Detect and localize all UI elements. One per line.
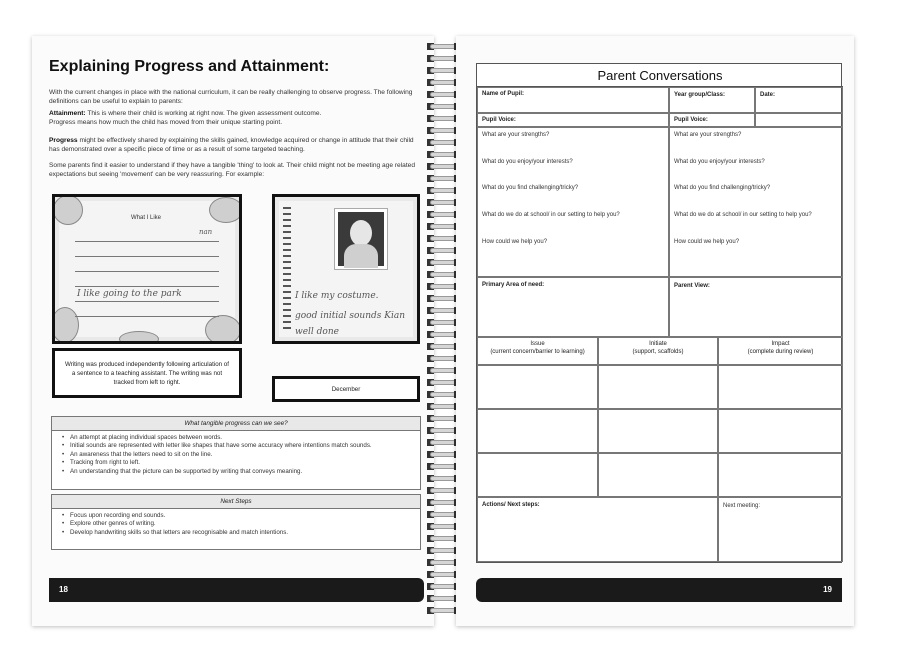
field-label: Name of Pupil:: [482, 91, 525, 97]
question: What are your strengths?: [674, 132, 742, 138]
child-body: [344, 244, 378, 268]
blank-cell: [755, 113, 843, 127]
form-title: Parent Conversations: [477, 64, 843, 87]
ruled-line: [75, 301, 219, 302]
border-doodle: [205, 315, 241, 344]
list-item: • Focus upon recording end sounds.: [62, 512, 414, 520]
question: How could we help you?: [482, 239, 548, 245]
next-meeting-field[interactable]: [718, 497, 843, 562]
field-label: Next meeting:: [723, 503, 761, 509]
progress-line: Progress means how much the child has moved from their unique starting point.: [49, 119, 283, 126]
border-doodle: [53, 195, 83, 225]
steps-list: [52, 509, 420, 541]
notebook-spiral: [283, 207, 291, 331]
pupil-voice-left-area[interactable]: [477, 127, 669, 277]
actions-next-steps-field[interactable]: [477, 497, 718, 562]
column-title: Issue: [530, 341, 545, 347]
border-doodle: [119, 331, 159, 344]
writing-sample-photo-2: [272, 194, 420, 344]
parent-conversations-form: [476, 63, 842, 563]
handwriting: I like going to the park: [77, 289, 182, 299]
page-footer: [476, 578, 842, 602]
sheet-heading: What I Like: [131, 215, 162, 221]
question: What do you enjoy/your interests?: [482, 159, 573, 165]
primary-area-of-need-field[interactable]: [477, 277, 669, 337]
teacher-comment: good initial sounds Kian: [295, 311, 406, 321]
date-field[interactable]: [755, 87, 843, 113]
page-number: 19: [823, 585, 832, 594]
handwriting: I like my costume.: [295, 291, 379, 301]
question: What do we do at school/ in our setting to help you?: [674, 212, 812, 218]
intro-text: With the current changes in place with the national curriculum, it can be really challenging to observe progress. The following definitions can be useful to explain to parents:: [49, 89, 413, 105]
page-footer: [49, 578, 424, 602]
attainment-term: Attainment:: [49, 110, 86, 117]
child-face: [350, 220, 372, 246]
initiate-cell[interactable]: [598, 453, 718, 497]
page-number: 18: [59, 585, 68, 594]
year-group-field[interactable]: [669, 87, 755, 113]
attainment-definition: [49, 109, 417, 118]
list-item: • An attempt at placing individual spaces between words.: [62, 434, 414, 442]
list-item: • An awareness that the letters need to sit on the line.: [62, 451, 414, 459]
photo-caption-1: Writing was produced independently following articulation of a sentence to a teaching assistant. The writing was not tracked from left to right.: [52, 348, 242, 398]
photo-paper: [59, 201, 235, 337]
writing-sample-photo-1: [52, 194, 242, 344]
impact-cell[interactable]: [718, 409, 843, 453]
column-title: Impact: [771, 341, 790, 347]
issue-cell[interactable]: [477, 409, 598, 453]
ruled-line: [75, 256, 219, 257]
column-subtitle: (support, scaffolds): [632, 349, 684, 355]
border-doodle: [52, 307, 79, 343]
scribble: nan: [199, 228, 213, 236]
photo-caption-2: December: [272, 376, 420, 402]
issue-cell[interactable]: [477, 453, 598, 497]
box-header: Next Steps: [52, 495, 420, 509]
list-item: • Initial sounds are represented with letter like shapes that have some accuracy where intentions match sounds.: [62, 442, 414, 450]
ruled-line: [75, 286, 219, 287]
progress-text: might be effectively shared by explaining the skills gained, knowledge acquired or change in attitude that their child has demonstrated over a specific piece of time or as a result of some targeted teaching.: [49, 137, 414, 153]
ruled-line: [75, 271, 219, 272]
question: What are your strengths?: [482, 132, 550, 138]
name-of-pupil-field[interactable]: [477, 87, 669, 113]
question: What do you find challenging/tricky?: [674, 185, 771, 191]
ruled-line: [75, 316, 219, 317]
column-subtitle: (complete during review): [747, 349, 814, 355]
attainment-text: This is where their child is working at right now. The given assessment outcome.: [87, 110, 322, 117]
list-item: • An understanding that the picture can be supported by writing that conveys meaning.: [62, 468, 414, 476]
initiate-column-header: [598, 337, 718, 365]
field-label: Primary Area of need:: [482, 282, 545, 288]
field-label: Pupil Voice:: [482, 117, 516, 123]
progress-list: [52, 431, 420, 480]
question: How could we help you?: [674, 239, 740, 245]
tangible-progress-box: [51, 416, 421, 490]
issue-column-header: [477, 337, 598, 365]
question: What do we do at school/ in our setting to help you?: [482, 212, 620, 218]
pupil-voice-right-area[interactable]: [669, 127, 843, 277]
list-item: • Develop handwriting skills so that letters are recognisable and match intentions.: [62, 529, 414, 537]
child-photo: [335, 209, 387, 269]
pupil-voice-header-right: [669, 113, 755, 127]
next-steps-box: [51, 494, 421, 550]
border-doodle: [209, 197, 242, 223]
initiate-cell[interactable]: [598, 409, 718, 453]
list-item: • Explore other genres of writing.: [62, 520, 414, 528]
teacher-comment: well done: [295, 327, 339, 337]
question: What do you find challenging/tricky?: [482, 185, 579, 191]
impact-cell[interactable]: [718, 365, 843, 409]
impact-column-header: [718, 337, 843, 365]
column-subtitle: (current concern/barrier to learning): [490, 349, 585, 355]
field-label: Actions/ Next steps:: [482, 502, 540, 508]
photo-paper: [279, 201, 413, 337]
field-label: Year group/Class:: [674, 92, 726, 98]
pupil-voice-header-left: [477, 113, 669, 127]
box-header: What tangible progress can we see?: [52, 417, 420, 431]
column-title: Initiate: [649, 341, 667, 347]
question: What do you enjoy/your interests?: [674, 159, 765, 165]
field-label: Pupil Voice:: [674, 117, 708, 123]
page-title: Explaining Progress and Attainment:: [49, 58, 330, 75]
progress-term: Progress: [49, 137, 78, 144]
impact-cell[interactable]: [718, 453, 843, 497]
field-label: Parent View:: [674, 283, 710, 289]
left-page: [32, 36, 434, 626]
parent-view-field[interactable]: [669, 277, 843, 337]
issue-cell[interactable]: [477, 365, 598, 409]
right-page: [456, 36, 854, 626]
field-label: Date:: [760, 92, 776, 98]
ruled-line: [75, 241, 219, 242]
list-item: • Tracking from right to left.: [62, 459, 414, 467]
parents-text: Some parents find it easier to understand if they have a tangible 'thing' to look at. Their child might not be meeting age related expectations but seeing 'movement' can be very reassuring. For example:: [49, 162, 416, 178]
initiate-cell[interactable]: [598, 365, 718, 409]
progress-definition: [49, 136, 417, 154]
